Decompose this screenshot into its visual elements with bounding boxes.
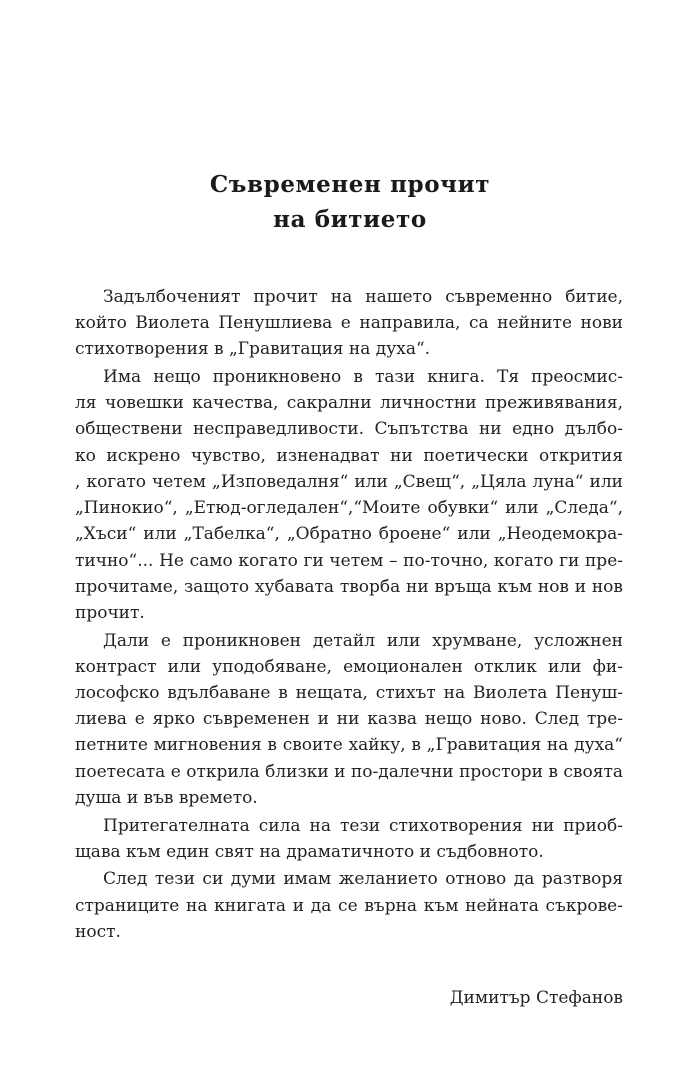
paragraph-line: петните мигновения в своите хайку, в „Гравитация на духа“: [75, 735, 623, 755]
paragraph-line: ля човешки качества, сакрални личностни преживявания,: [75, 393, 623, 413]
paragraph-line: „Пинокио“, „Етюд-огледален“,“Моите обувки“ или „Следа“,: [75, 498, 623, 518]
paragraph-line: ност.: [75, 922, 121, 942]
paragraph-line: обществени несправедливости. Съпътства ни едно дълбо-: [75, 419, 623, 439]
paragraph-line: Дали е проникновен детайл или хрумване, усложнен: [103, 631, 623, 651]
paragraph-line: контраст или уподобяване, емоционален отклик или фи-: [75, 657, 623, 677]
paragraph-line: душа и във времето.: [75, 788, 258, 808]
paragraph-line: „Хъси“ или „Табелка“, „Обратно броене“ или „Неодемокра-: [75, 524, 623, 544]
author-signature: Димитър Стефанов: [449, 988, 623, 1008]
paragraph-line: Притегателната сила на тези стихотворения ни приоб-: [103, 816, 623, 836]
page-title-line-2: на битието: [273, 206, 427, 233]
paragraph-line: ко искрено чувство, изненадват ни поетически открития: [75, 446, 623, 466]
paragraph-line: стихотворения в „Гравитация на духа“.: [75, 339, 431, 359]
paragraph-line: тично“... Не само когато ги четем – по-точно, когато ги пре-: [75, 551, 623, 571]
paragraph-line: прочит.: [75, 603, 145, 623]
paragraph-line: След тези си думи имам желанието отново да разтворя: [103, 869, 623, 889]
paragraph-line: Задълбоченият прочит на нашето съвременно битие,: [103, 287, 623, 307]
paragraph-line: , когато четем „Изповедалня“ или „Свещ“, „Цяла луна“ или: [75, 472, 623, 492]
paragraph-line: прочитаме, защото хубавата творба ни връща към нов и нов: [75, 577, 623, 597]
paragraph-line: лософско вдълбаване в нещата, стихът на Виолета Пенуш-: [75, 683, 623, 703]
page-title: Съвременен прочит: [209, 171, 491, 198]
paragraph-line: лиева е ярко съвременен и ни казва нещо ново. След тре-: [75, 709, 623, 729]
paragraph-line: който Виолета Пенушлиева е направила, са нейните нови: [75, 313, 623, 333]
paragraph-line: поетесата е открила близки и по-далечни простори в своята: [75, 762, 623, 782]
paragraph-line: страниците на книгата и да се върна към нейната съкрове-: [75, 896, 623, 916]
paragraph-line: щава към един свят на драматичното и съдбовното.: [75, 842, 544, 862]
paragraph-line: Има нещо проникновено в тази книга. Тя преосмис-: [103, 367, 623, 387]
